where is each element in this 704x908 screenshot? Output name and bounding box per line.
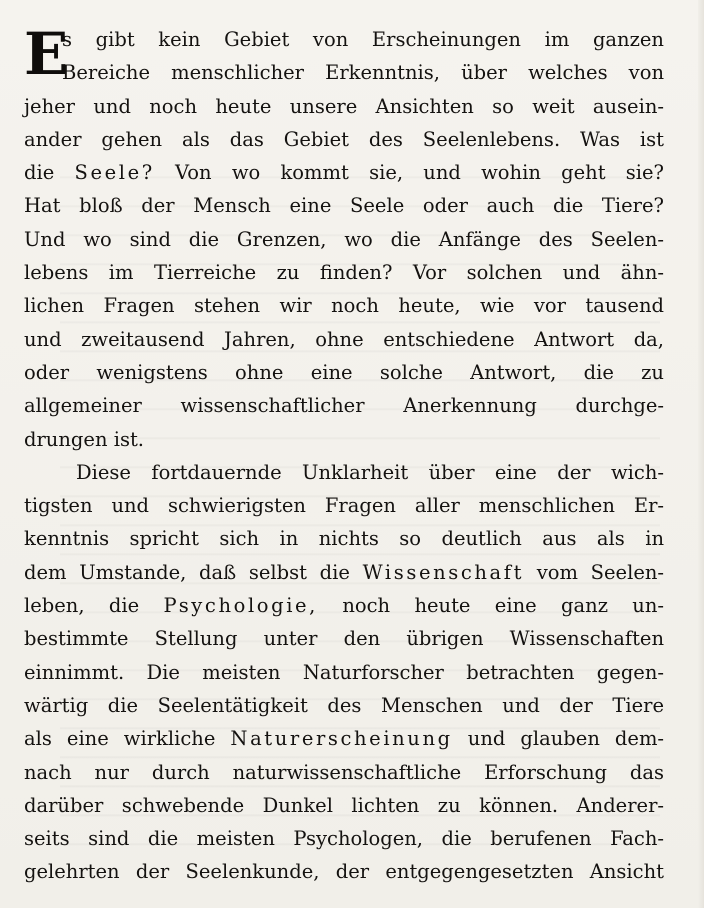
text-line: bestimmte Stellung unter den übrigen Wissenschaften [24,627,664,651]
text-line: allgemeiner wissenschaftlicher Anerkennung durchge- [24,394,664,418]
text-line: Hat bloß der Mensch eine Seele oder auch die Tiere? [24,194,664,218]
text-line: nach nur durch naturwissenschaftliche Erforschung das [24,760,664,784]
text-fragment: leben, die [24,594,140,618]
text-line: einnimmt. Die meisten Naturforscher betrachten gegen- [24,660,664,684]
text-line: Diese fortdauernde Unklarheit über eine der wich- [76,460,664,484]
text-line: jeher und noch heute unsere Ansichten so weit ausein- [24,94,664,118]
text-fragment: die [24,161,55,185]
text-line: tigsten und schwierigsten Fragen aller menschlichen Er- [24,494,664,518]
text-line: seits sind die meisten Psychologen, die berufenen Fach- [24,827,664,851]
text-fragment: als eine wirkliche [24,727,216,751]
text-line: und zweitausend Jahren, ohne entschiedene Antwort da, [24,327,664,351]
text-fragment: und glauben dem- [467,727,665,751]
text-line [24,589,664,622]
text-line: Bereiche menschlicher Erkenntnis, über welches von [62,61,664,85]
page-edge-shadow [698,0,704,908]
text-fragment: dem Umstande, daß selbst die [24,560,350,584]
text-fragment: noch heute eine ganz un- [342,594,665,618]
text-line [24,556,664,589]
body-text [24,20,665,889]
text-fragment: vom Seelen- [536,560,665,584]
text-line: lebens im Tierreiche zu finden? Vor solchen und ähn- [24,261,664,285]
text-line: oder wenigstens ohne eine solche Antwort, die zu [24,360,664,384]
text-line [24,722,664,755]
emphasized-word: Seele? [74,161,155,185]
drop-cap: E [24,20,69,88]
emphasized-word: Psychologie, [163,594,318,618]
text-line: darüber schwebende Dunkel lichten zu können. Anderer- [24,793,664,817]
text-line-content: s gibt kein Gebiet von Erscheinungen im ganzen [62,28,664,51]
text-line: gelehrten der Seelenkunde, der entgegengesetzten Ansicht [24,860,664,884]
text-line: wärtig die Seelentätigkeit des Menschen und der Tiere [24,693,664,717]
text-fragment: Von wo kommt sie, und wohin geht sie? [175,161,665,185]
emphasized-word: Naturerscheinung [230,727,453,751]
text-line [24,156,664,189]
text-line: ander gehen als das Gebiet des Seelenlebens. Was ist [24,127,664,151]
text-line: drungen ist. [24,427,144,451]
text-line: kenntnis spricht sich in nichts so deutlich aus als in [24,527,664,551]
text-line: Und wo sind die Grenzen, wo die Anfänge des Seelen- [24,227,664,251]
emphasized-word: Wissenschaft [362,560,525,584]
text-line: lichen Fragen stehen wir noch heute, wie vor tausend [24,294,664,318]
